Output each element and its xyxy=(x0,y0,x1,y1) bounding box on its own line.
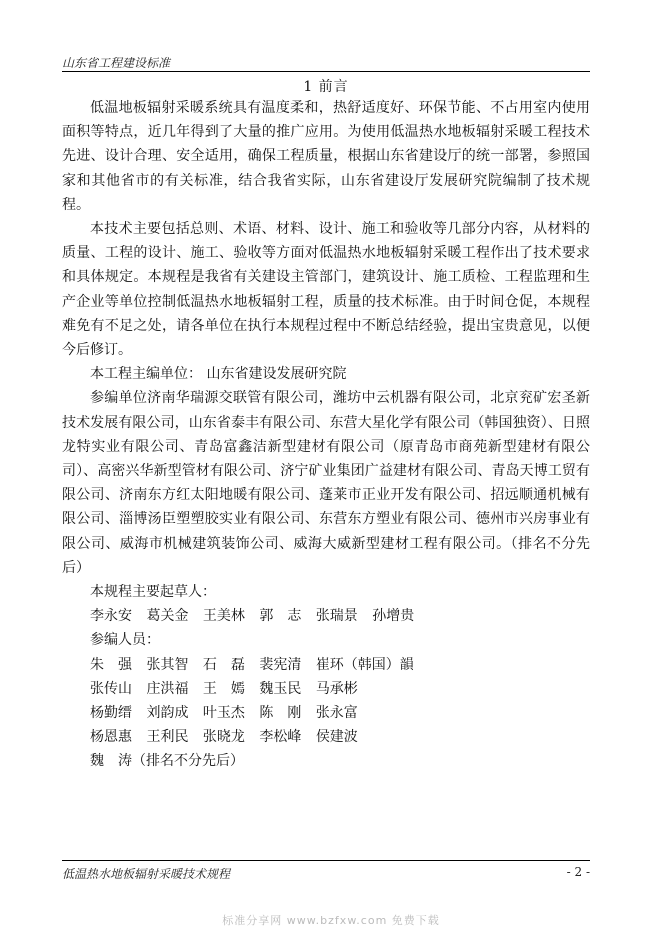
members-row xyxy=(62,701,590,725)
member-name: 李松峰 xyxy=(259,729,302,746)
drafter-name: 张瑞景 xyxy=(315,608,358,625)
member-name: 朱 强 xyxy=(90,656,132,673)
drafters-label: 本规程主要起草人： xyxy=(90,584,216,601)
document-body xyxy=(62,96,590,774)
watermark: 标准分享网 www.bzfxw.com 免费下载 xyxy=(222,914,440,927)
drafter-name: 李永安 xyxy=(90,608,132,625)
member-name: 杨勤缙 xyxy=(90,705,132,722)
member-name: 魏玉民 xyxy=(259,680,302,697)
member-name: 刘韵成 xyxy=(146,705,189,722)
footer-divider xyxy=(62,860,590,861)
member-name: 王 嫣 xyxy=(202,680,245,697)
member-name: 石 磊 xyxy=(202,656,245,673)
drafter-name: 王美林 xyxy=(202,608,245,625)
member-name: 侯建波 xyxy=(315,729,358,746)
members-row xyxy=(62,749,590,773)
members-row xyxy=(62,677,590,701)
member-name: 庄洪福 xyxy=(146,680,189,697)
member-name: 陈 刚 xyxy=(259,705,302,722)
member-name: 马承彬 xyxy=(315,680,358,697)
member-name: 张传山 xyxy=(90,680,132,697)
paragraph-intro: 低温地板辐射采暖系统具有温度柔和，热舒适度好、环保节能、不占用室内使用面积等特点，近几年得到了大量的推广应用。为使用低温热水地板辐射采暖工程技术先进、设计合理、安全适用，确保工程质量，根据山东省建设厅的统一部署，参照国家和其他省市的有关标准，结合我省实际，山东省建设厅发展研究院编制了技术规程。 xyxy=(62,100,590,213)
member-name: 裴宪清 xyxy=(259,656,302,673)
drafters-row xyxy=(62,604,590,628)
paragraph-scope: 本技术主要包括总则、术语、材料、设计、施工和验收等几部分内容，从材料的质量、工程的设计、施工、验收等方面对低温热水地板辐射采暖工程作出了技术要求和具体规定。本规程是我省有关建设主管部门，建筑设计、施工质检、工程监理和生产企业等单位控制低温热水地板辐射工程，质量的技术标准。由于时间仓促，本规程难免有不足之处，请各单位在执行本规程过程中不断总结经验，提出宝贵意见，以便今后修订。 xyxy=(62,221,590,359)
member-name: 崔环（韩国）韻 xyxy=(315,656,414,673)
members-label: 参编人员： xyxy=(90,632,160,649)
drafter-name: 葛关金 xyxy=(146,608,189,625)
running-header: 山东省工程建设标准 xyxy=(62,56,171,70)
member-name: 张其智 xyxy=(146,656,189,673)
drafter-name: 孙增贵 xyxy=(372,608,415,625)
member-name: 叶玉杰 xyxy=(202,705,245,722)
member-name: 张晓龙 xyxy=(202,729,245,746)
member-name: 张永富 xyxy=(315,705,358,722)
running-footer-title: 低温热水地板辐射采暖技术规程 xyxy=(62,867,231,881)
member-name: 魏 涛（排名不分先后） xyxy=(90,753,244,770)
member-name: 王利民 xyxy=(146,729,189,746)
drafter-name: 郭 志 xyxy=(259,608,302,625)
chief-editor-line: 本工程主编单位： 山东省建设发展研究院 xyxy=(90,366,347,383)
members-row xyxy=(62,653,590,677)
member-name: 杨恩惠 xyxy=(90,729,132,746)
header-divider xyxy=(62,71,590,72)
section-title: 1 前言 xyxy=(303,79,349,95)
page-number: - 2 - xyxy=(566,865,590,879)
members-row xyxy=(62,725,590,749)
participants-paragraph: 参编单位济南华瑞源交联管有限公司，潍坊中云机器有限公司，北京兖矿宏圣新技术发展有限公司，山东省泰丰有限公司、东营大星化学有限公司（韩国独资）、日照龙特实业有限公司、青岛富鑫洁新型建材有限公司（原青岛市商苑新型建材有限公司）、高密兴华新型管材有限公司、济宁矿业集团广益建材有限公司、青岛天博工贸有限公司、济南东方红太阳地暖有限公司、蓬莱市正业开发有限公司、招远顺通机械有限公司、淄博汤臣塑塑胶实业有限公司、东营东方塑业有限公司、德州市兴房事业有限公司、威海市机械建筑装饰公司、威海大威新型建材工程有限公司。（排名不分先后） xyxy=(62,390,590,576)
